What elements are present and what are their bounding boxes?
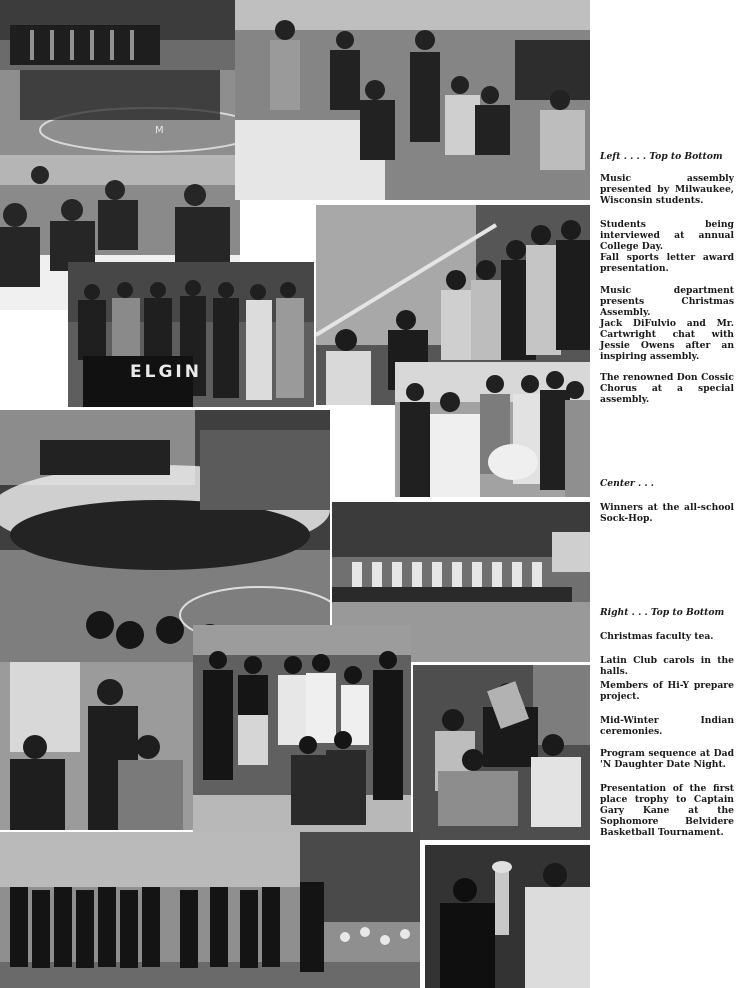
photo-music-assembly-milwaukee xyxy=(0,0,250,155)
caption-left-heading: Left . . . . Top to Bottom xyxy=(600,151,723,162)
caption-center-heading: Center . . . xyxy=(600,478,654,489)
caption-right-heading: Right . . . Top to Bottom xyxy=(600,607,725,618)
caption-left-item: Music assembly presented by Milwaukee, Wisconsin students. xyxy=(600,173,734,206)
photo-sock-hop-winners xyxy=(193,625,411,835)
photo-fall-sports-letter-award xyxy=(68,262,314,407)
caption-right-item: Members of Hi-Y prepare project. xyxy=(600,680,734,702)
caption-column xyxy=(600,0,740,988)
caption-right-item: Latin Club carols in the halls. xyxy=(600,655,734,677)
photo-jessie-owens xyxy=(0,662,198,830)
caption-left-item: The renowned Don Cossic Chorus at a special assembly. xyxy=(600,372,734,405)
caption-right-item: Program sequence at Dad 'N Daughter Date Night. xyxy=(600,748,734,770)
caption-left-item: Music department presents Christmas Assembly. xyxy=(600,285,734,318)
photo-christmas-faculty-tea xyxy=(235,0,590,200)
caption-left-item: Jack DiFulvio and Mr. Cartwright chat with Jessie Owens after an inspiring assembly. xyxy=(600,318,734,362)
svg-text:M: M xyxy=(155,125,164,136)
caption-center-item: Winners at the all-school Sock-Hop. xyxy=(600,502,734,524)
caption-left-item: Students being interviewed at annual College Day. xyxy=(600,219,734,252)
photo-don-cossic-chorus xyxy=(0,832,420,988)
caption-right-item: Presentation of the first place trophy to Captain Gary Kane at the Sophomore Belvidere Basketball Tournament. xyxy=(600,783,734,838)
photo-dad-n-daughter-night xyxy=(413,665,590,840)
elgin-banner-text: ELGIN xyxy=(130,362,202,382)
photo-trophy-presentation xyxy=(425,845,590,988)
photo-hi-y-project xyxy=(395,362,590,497)
caption-left-item: Fall sports letter award presentation. xyxy=(600,252,734,274)
caption-right-item: Mid-Winter Indian ceremonies. xyxy=(600,715,734,737)
caption-right-item: Christmas faculty tea. xyxy=(600,631,714,642)
